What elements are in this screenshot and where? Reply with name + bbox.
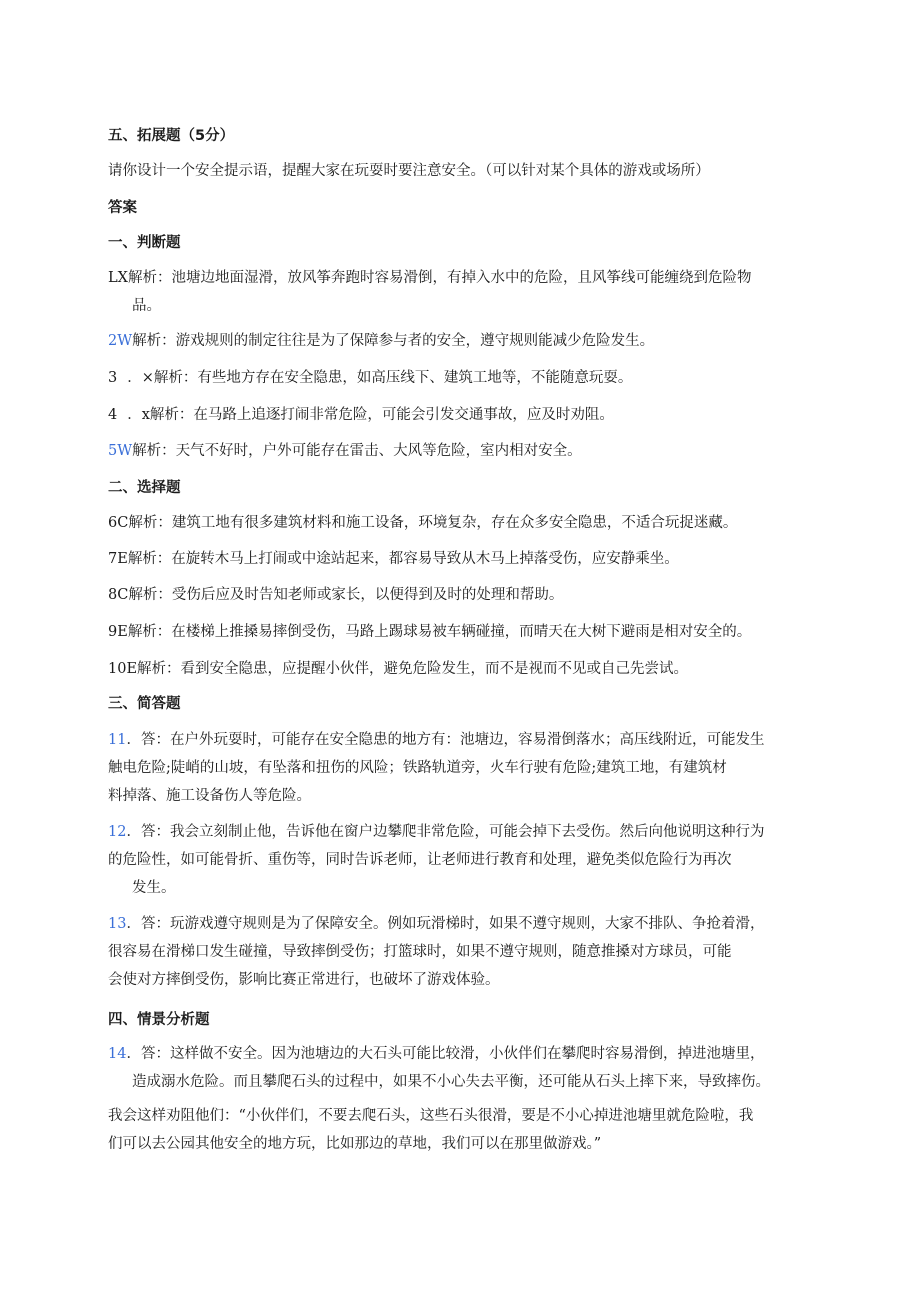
item-text: 解析：建筑工地有很多建筑材料和施工设备，环境复杂，存在众多安全隐患，不适合玩捉迷藏。: [128, 515, 738, 531]
persuasion-text: [108, 1102, 808, 1158]
item-text-line3: 会使对方摔倒受伤，影响比赛正常进行，也破坏了游戏体验。: [108, 972, 500, 988]
answer-item-8: [108, 581, 808, 609]
item-text: ．答：在户外玩耍时，可能存在安全隐患的地方有：池塘边，容易滑倒落水；高压线附近，可能发生: [126, 732, 765, 748]
item-text: 解析：天气不好时，户外可能存在雷击、大风等危险，室内相对安全。: [132, 443, 582, 459]
answer-item-5: [108, 437, 808, 465]
answer-item-7: [108, 545, 808, 573]
persuasion-line2: 们可以去公园其他安全的地方玩，比如那边的草地，我们可以在那里做游戏。”: [108, 1136, 602, 1152]
answer-item-12: [108, 818, 808, 902]
item-text: ．×解析：有些地方存在安全隐患，如高压线下、建筑工地等，不能随意玩耍。: [127, 370, 633, 386]
item-number: 8C: [108, 587, 129, 603]
persuasion-line1: 我会这样劝阻他们：“小伙伴们，不要去爬石头，这些石头很滑，要是不小心掉进池塘里就危险啦，我: [108, 1108, 754, 1124]
answer-item-1: [108, 264, 808, 320]
item-text: ．答：玩游戏遵守规则是为了保障安全。例如玩滑梯时，如果不遵守规则，大家不排队、争抢着滑，: [126, 916, 765, 932]
item-text: 解析：看到安全隐患，应提醒小伙伴，避免危险发生，而不是视而不见或自己先尝试。: [137, 661, 689, 677]
part3-heading: 三、简答题: [108, 696, 181, 712]
item-text: ．答：我会立刻制止他，告诉他在窗户边攀爬非常危险，可能会掉下去受伤。然后向他说明这种行为: [126, 824, 765, 840]
item-text-line3: 发生。: [132, 880, 176, 896]
item-text: 解析：在旋转木马上打闹或中途站起来，都容易导致从木马上掉落受伤，应安静乘坐。: [127, 551, 679, 567]
item-text: 解析：池塘边地面湿滑，放风筝奔跑时容易滑倒，有掉入水中的危险，且风筝线可能缠绕到危险物: [127, 270, 752, 286]
answer-item-4: [108, 401, 808, 429]
item-number: 5W: [108, 443, 133, 459]
section5-heading: 五、拓展题（5分）: [108, 128, 235, 144]
item-text: 解析：在楼梯上推搡易摔倒受伤，马路上踢球易被车辆碰撞，而晴天在大树下避雨是相对安全的。: [127, 624, 752, 640]
answer-item-11: [108, 726, 808, 810]
item-text-cont: 品。: [132, 298, 161, 314]
item-number: 6C: [108, 515, 129, 531]
answer-item-9: [108, 618, 808, 646]
item-number: 2W: [108, 333, 133, 349]
answer-item-13: [108, 910, 808, 994]
item-text-line3: 料掉落、施工设备伤人等危险。: [108, 788, 311, 804]
answer-item-10: [108, 655, 808, 683]
section5-prompt: 请你设计一个安全提示语，提醒大家在玩耍时要注意安全。（可以针对某个具体的游戏或场所）: [108, 163, 710, 179]
answer-item-6: [108, 509, 808, 537]
answer-item-2: [108, 327, 808, 355]
item-number: LX: [108, 270, 128, 286]
item-number: 10E: [108, 661, 138, 677]
item-text: ．答：这样做不安全。因为池塘边的大石头可能比较滑，小伙伴们在攀爬时容易滑倒，掉进池塘里，: [126, 1046, 765, 1062]
item-number: 4: [108, 407, 118, 423]
item-text: 解析：游戏规则的制定往往是为了保障参与者的安全，遵守规则能减少危险发生。: [132, 333, 655, 349]
item-number: 7E: [108, 551, 128, 567]
answer-item-14: [108, 1040, 808, 1096]
item-number: 12: [108, 824, 127, 840]
part4-heading: 四、情景分析题: [108, 1012, 210, 1028]
answer-item-3: [108, 364, 808, 392]
item-text-line2: 的危险性，如可能骨折、重伤等，同时告诉老师，让老师进行教育和处理，避免类似危险行为再次: [108, 852, 732, 868]
item-number: 11: [108, 732, 127, 748]
item-text: ．x解析：在马路上追逐打闹非常危险，可能会引发交通事故，应及时劝阻。: [127, 407, 614, 423]
item-text-line2: 触电危险;陡峭的山坡，有坠落和扭伤的风险；铁路轨道旁，火车行驶有危险;建筑工地，有建筑材: [108, 760, 727, 776]
item-text: 解析：受伤后应及时告知老师或家长，以便得到及时的处理和帮助。: [128, 587, 564, 603]
part2-heading: 二、选择题: [108, 480, 181, 496]
item-text-line2: 很容易在滑梯口发生碰撞，导致摔倒受伤；打篮球时，如果不遵守规则，随意推搡对方球员，可能: [108, 944, 732, 960]
item-number: 14: [108, 1046, 127, 1062]
item-number: 13: [108, 916, 127, 932]
item-text-line2: 造成溺水危险。而且攀爬石头的过程中，如果不小心失去平衡，还可能从石头上摔下来，导致摔伤。: [132, 1074, 770, 1090]
part1-heading: 一、判断题: [108, 235, 181, 251]
item-number: 9E: [108, 624, 128, 640]
answers-title: 答案: [108, 200, 137, 216]
item-number: 3: [108, 370, 118, 386]
